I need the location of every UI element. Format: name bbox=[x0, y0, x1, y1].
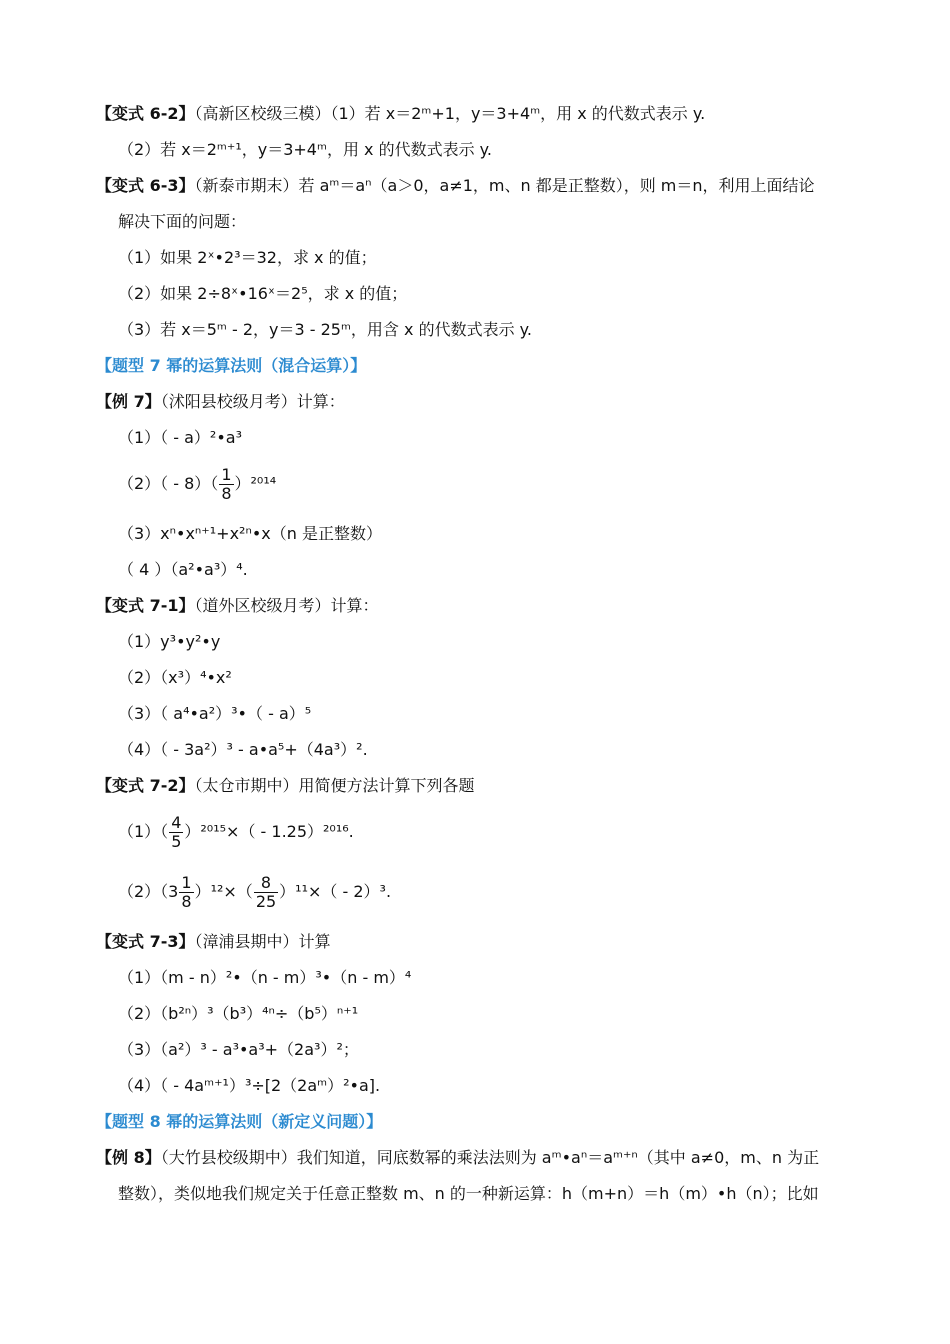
line-v73c: （3）（a²）³ - a³•a³+（2a³）²； bbox=[118, 1040, 359, 1059]
question-tag: 【变式 7-3】 bbox=[96, 932, 195, 951]
line-e7: 【例 7】（沭阳县校级月考）计算： bbox=[96, 392, 345, 411]
line-e7a: （1）（ - a）²•a³ bbox=[118, 428, 243, 447]
line-v63e: （3）若 x＝5ᵐ - 2，y＝3 - 25ᵐ，用含 x 的代数式表示 y. bbox=[118, 320, 532, 339]
line-v71: 【变式 7-1】（道外区校级月考）计算： bbox=[96, 596, 379, 615]
line-e7b: （2）（ - 8）（ $\frac{1}{8}$ ）²⁰¹⁴ bbox=[118, 465, 277, 503]
line-v62a: 【变式 6-2】（高新区校级三模）（1）若 x＝2ᵐ+1，y＝3+4ᵐ，用 x 的代数式表示 y. bbox=[96, 104, 706, 123]
fraction: $\frac{8}{25}$ bbox=[255, 873, 277, 911]
section-heading-7: 【题型 7 幂的运算法则（混合运算）】 bbox=[96, 356, 367, 375]
line-v72: 【变式 7-2】（太仓市期中）用简便方法计算下列各题 bbox=[96, 776, 475, 795]
line-v63d: （2）如果 2÷8ˣ•16ˣ＝2⁵，求 x 的值； bbox=[118, 284, 408, 303]
line-v72a: （1）（ $\frac{4}{5}$ ）²⁰¹⁵×（ - 1.25）²⁰¹⁶. bbox=[118, 813, 354, 851]
line-v73b: （2）（b²ⁿ）³（b³）⁴ⁿ÷（b⁵）ⁿ⁺¹ bbox=[118, 1004, 359, 1023]
line-v71a: （1）y³•y²•y bbox=[118, 632, 221, 651]
line-v73a: （1）（m - n）²•（n - m）³•（n - m）⁴ bbox=[118, 968, 412, 987]
question-tag: 【变式 6-2】 bbox=[96, 104, 195, 123]
line-v63c: （1）如果 2ˣ•2³＝32，求 x 的值； bbox=[118, 248, 377, 267]
question-tag: 【例 7】 bbox=[96, 392, 161, 411]
fraction: $\frac{1}{8}$ bbox=[181, 873, 192, 911]
question-tag: 【变式 7-1】 bbox=[96, 596, 195, 615]
line-v73: 【变式 7-3】（漳浦县期中）计算 bbox=[96, 932, 331, 951]
fraction: $\frac{4}{5}$ bbox=[171, 813, 182, 851]
line-e7c: （3）xⁿ•xⁿ⁺¹+x²ⁿ•x（n 是正整数） bbox=[118, 524, 382, 543]
line-v73d: （4）（ - 4aᵐ⁺¹）³÷[2（2aᵐ）²•a]. bbox=[118, 1076, 381, 1095]
line-e7d: （ 4 ）（a²•a³）⁴. bbox=[118, 560, 248, 579]
line-e8a: 【例 8】（大竹县校级期中）我们知道，同底数幂的乘法法则为 aᵐ•aⁿ＝aᵐ⁺ⁿ（其中 a≠0，m、n 为正 bbox=[96, 1148, 820, 1167]
line-v71c: （3）（ a⁴•a²）³•（ - a）⁵ bbox=[118, 704, 312, 723]
line-v72b: （2）（3 $\frac{1}{8}$ ）¹²×（ $\frac{8}{25}$ ）¹¹×（ - 2）³. bbox=[118, 873, 392, 911]
question-tag: 【变式 7-2】 bbox=[96, 776, 195, 795]
question-tag: 【例 8】 bbox=[96, 1148, 161, 1167]
line-v63b: 解决下面的问题： bbox=[118, 212, 247, 231]
line-v63a: 【变式 6-3】（新泰市期末）若 aᵐ＝aⁿ（a＞0，a≠1，m、n 都是正整数），则 m＝n，利用上面结论 bbox=[96, 176, 815, 195]
section-heading-8: 【题型 8 幂的运算法则（新定义问题）】 bbox=[96, 1112, 383, 1131]
question-tag: 【变式 6-3】 bbox=[96, 176, 195, 195]
line-v62b: （2）若 x＝2ᵐ⁺¹，y＝3+4ᵐ，用 x 的代数式表示 y. bbox=[118, 140, 492, 159]
line-v71b: （2）（x³）⁴•x² bbox=[118, 668, 232, 687]
line-v71d: （4）（ - 3a²）³ - a•a⁵+（4a³）². bbox=[118, 740, 368, 759]
line-e8b: 整数），类似地我们规定关于任意正整数 m、n 的一种新运算：h（m+n）＝h（m）•h（n）；比如 bbox=[118, 1184, 819, 1203]
fraction: $\frac{1}{8}$ bbox=[221, 465, 232, 503]
